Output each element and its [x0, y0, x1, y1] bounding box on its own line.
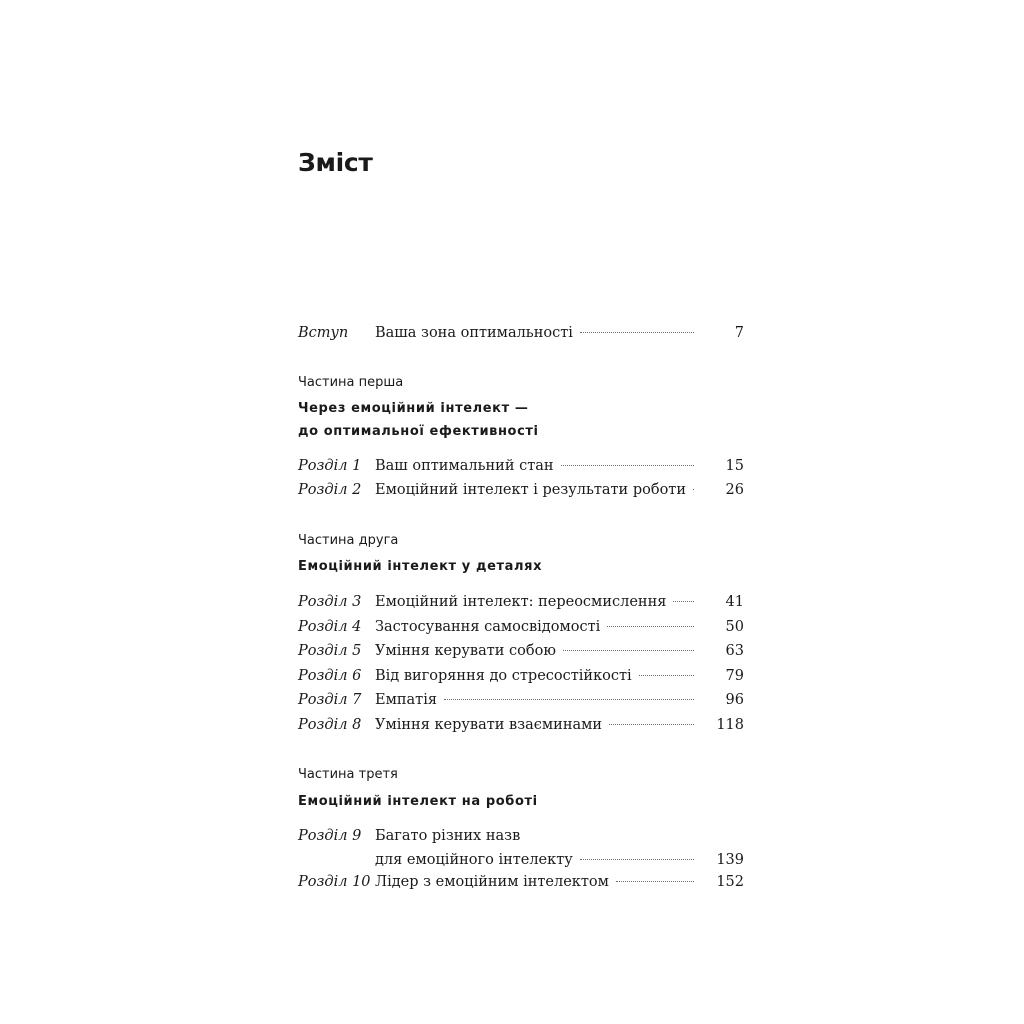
entry-title: для емоційного інтелекту	[375, 852, 573, 868]
toc-entry-chapter-10[interactable]	[298, 870, 744, 894]
entry-leader	[375, 478, 694, 502]
part-title-1-line-1: Через емоційний інтелект —	[298, 401, 529, 416]
toc-entry-chapter-1[interactable]	[298, 454, 744, 478]
entry-label: Розділ 5	[298, 643, 362, 659]
toc-entry-chapter-2[interactable]	[298, 478, 744, 502]
entry-leader	[375, 713, 694, 737]
toc-entry-intro[interactable]	[298, 321, 744, 345]
entry-title: Уміння керувати взаєминами	[375, 717, 603, 733]
toc-entry-chapter-7[interactable]	[298, 688, 744, 712]
page-number: 118	[716, 717, 744, 733]
page-number: 50	[725, 619, 744, 635]
entry-title: Емпатія	[375, 692, 437, 708]
page-number: 7	[734, 325, 744, 341]
entry-title: Від вигоряння до стресостійкості	[375, 668, 632, 684]
entry-leader	[375, 848, 694, 872]
entry-leader	[375, 590, 694, 614]
entry-label: Розділ 3	[298, 594, 362, 610]
entry-title-line-1: Багато різних назв	[375, 828, 521, 844]
entry-title: Застосування самосвідомості	[375, 619, 601, 635]
page-number: 139	[716, 852, 744, 868]
page-number: 79	[725, 668, 744, 684]
dot-leader	[607, 625, 694, 627]
toc-entry-chapter-6[interactable]	[298, 664, 744, 688]
page-number: 152	[716, 874, 744, 890]
dot-leader	[563, 649, 694, 651]
entry-leader	[375, 615, 694, 639]
dot-leader	[580, 858, 694, 860]
page-number: 63	[725, 643, 744, 659]
part-label-1: Частина перша	[298, 375, 404, 390]
dot-leader	[609, 723, 694, 725]
toc-entry-chapter-8[interactable]	[298, 713, 744, 737]
dot-leader	[693, 488, 694, 490]
part-title-1-line-2: до оптимальної ефективності	[298, 424, 539, 439]
entry-label: Розділ 10	[298, 874, 371, 890]
entry-leader	[375, 321, 694, 345]
entry-leader	[375, 688, 694, 712]
entry-title: Лідер з емоційним інтелектом	[375, 874, 609, 890]
entry-label: Розділ 6	[298, 668, 362, 684]
page-number: 41	[725, 594, 744, 610]
dot-leader	[444, 698, 694, 700]
entry-title: Ваша зона оптимальності	[375, 325, 573, 341]
page-number: 26	[725, 482, 744, 498]
page-title: Зміст	[298, 148, 373, 177]
page-number: 96	[725, 692, 744, 708]
part-title-2: Емоційний інтелект у деталях	[298, 559, 543, 574]
entry-leader	[375, 664, 694, 688]
part-title-3: Емоційний інтелект на роботі	[298, 794, 538, 809]
entry-label: Розділ 4	[298, 619, 362, 635]
page-number: 15	[725, 458, 744, 474]
dot-leader	[673, 600, 694, 602]
entry-label: Вступ	[298, 325, 349, 341]
entry-label: Розділ 7	[298, 692, 362, 708]
dot-leader	[639, 674, 694, 676]
dot-leader	[616, 880, 694, 882]
part-label-3: Частина третя	[298, 767, 398, 782]
entry-title: Ваш оптимальний стан	[375, 458, 554, 474]
entry-leader	[375, 454, 694, 478]
entry-title: Емоційний інтелект і результати роботи	[375, 482, 686, 498]
toc-entry-chapter-3[interactable]	[298, 590, 744, 614]
entry-label: Розділ 1	[298, 458, 362, 474]
toc-entry-chapter-9[interactable]	[298, 824, 744, 872]
entry-label: Розділ 2	[298, 482, 362, 498]
entry-label: Розділ 8	[298, 717, 362, 733]
entry-title: Емоційний інтелект: переосмислення	[375, 594, 667, 610]
entry-label: Розділ 9	[298, 828, 362, 844]
toc-entry-chapter-5[interactable]	[298, 639, 744, 663]
part-label-2: Частина друга	[298, 533, 399, 548]
entry-title: Уміння керувати собою	[375, 643, 556, 659]
toc-entry-chapter-4[interactable]	[298, 615, 744, 639]
entry-leader	[375, 639, 694, 663]
dot-leader	[580, 331, 694, 333]
entry-leader	[375, 870, 694, 894]
dot-leader	[561, 464, 694, 466]
